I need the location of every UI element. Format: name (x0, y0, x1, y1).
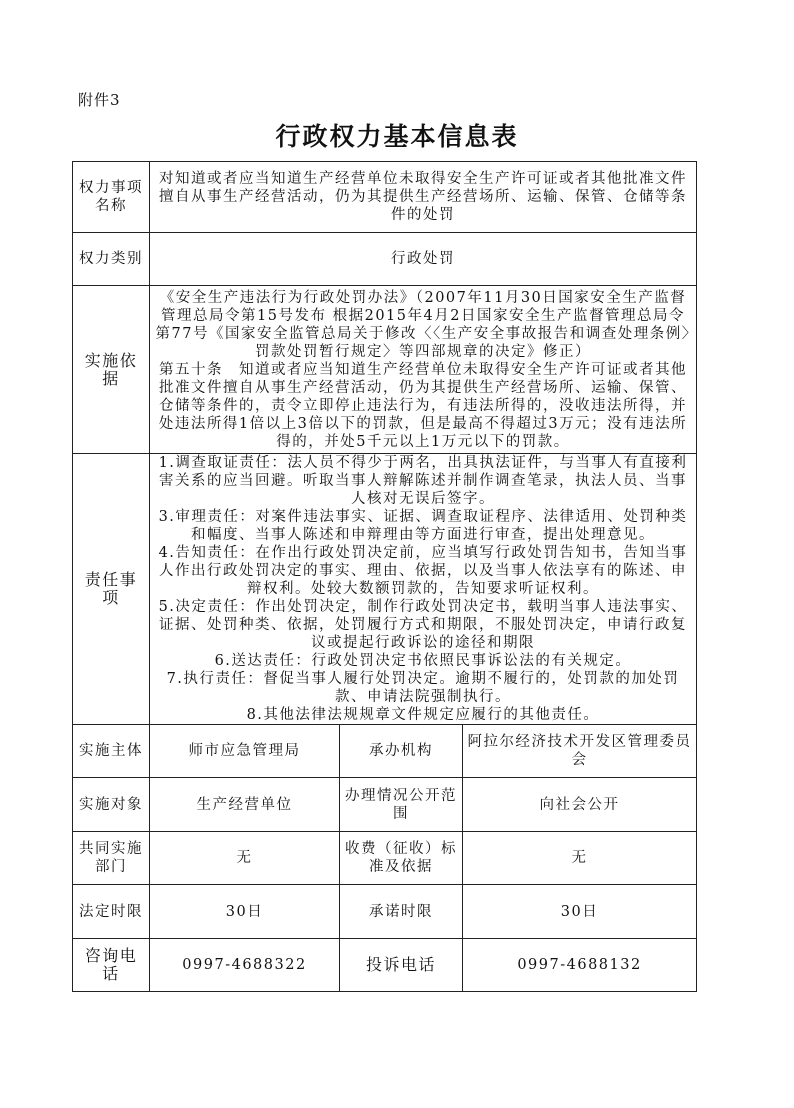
cell-value-target: 生产经营单位 (150, 778, 340, 832)
cell-value-subject: 师市应急管理局 (150, 725, 340, 778)
cell-value-fee: 无 (463, 832, 697, 885)
cell-label-name: 权力事项名称 (73, 162, 150, 233)
cell-value-agency: 阿拉尔经济技术开发区管理委员会 (463, 725, 697, 778)
responsibility-item: 3.审理责任：对案件违法事实、证据、调查取证程序、法律适用、处罚种类和幅度、当事人陈述和申辩理由等方面进行审查，提出处理意见。 (158, 509, 688, 543)
cell-value-joint: 无 (150, 832, 340, 885)
responsibility-item: 5.决定责任：作出处罚决定，制作行政处罚决定书，载明当事人违法事实、证据、处罚种类、依据，处罚履行方式和期限，不服处罚决定，申请行政复议或提起行政诉讼的途径和期限 (158, 599, 688, 651)
cell-label-complaint-phone: 投诉电话 (340, 939, 463, 992)
cell-label-basis: 实施依据 (73, 286, 150, 454)
responsibility-item: 4.告知责任：在作出行政处罚决定前，应当填写行政处罚告知书，告知当事人作出行政处罚决定的事实、理由、依据，以及当事人依法享有的陈述、申辩权利。处较大数额罚款的，告知要求听证权利。 (158, 545, 688, 597)
basis-line-article: 第五十条 知道或者应当知道生产经营单位未取得安全生产许可证或者其他批准文件擅自从事生产经营活动，仍为其提供生产经营场所、运输、保管、仓储等条件的，责令立即停止违法行为，有违法所得的，没收违法所得，并处违法所得1倍以上3倍以下的罚款，但是最高不得超过3万元；没有违法所得的，并处5千元以上1万元以下的罚款。 (158, 361, 688, 450)
table-row-time-limit (73, 885, 697, 939)
cell-label-joint: 共同实施部门 (73, 832, 150, 885)
cell-label-consult-phone: 咨询电话 (73, 939, 150, 992)
cell-value-name: 对知道或者应当知道生产经营单位未取得安全生产许可证或者其他批准文件擅自从事生产经营活动，仍为其提供生产经营场所、运输、保管、仓储等条件的处罚 (150, 162, 697, 233)
table-row-category (73, 233, 697, 286)
cell-value-category: 行政处罚 (150, 233, 697, 286)
cell-label-promised-limit: 承诺时限 (340, 885, 463, 939)
cell-value-consult-phone: 0997-4688322 (150, 939, 340, 992)
cell-label-responsibility: 责任事项 (73, 454, 150, 725)
table-row-phone (73, 939, 697, 992)
page-title: 行政权力基本信息表 (275, 122, 519, 151)
basis-line-regulation: 《安全生产违法行为行政处罚办法》（2007年11月30日国家安全生产监督管理总局令第15号发布 根据2015年4月2日国家安全生产监督管理总局令第77号《国家安全监管总局关于修改〈〈生产安全事故报告和调查处理条例〉罚款处罚暂行规定〉等四部规章的决定》修正） (155, 289, 691, 360)
cell-label-disclosure: 办理情况公开范围 (340, 778, 463, 832)
cell-label-target: 实施对象 (73, 778, 150, 832)
cell-value-basis (150, 286, 697, 454)
responsibility-item: 1.调查取证责任：法人员不得少于两名，出具执法证件，与当事人有直接利害关系的应当回避。听取当事人辩解陈述并制作调查笔录，执法人员、当事人核对无误后签字。 (158, 455, 688, 507)
table-row-basis (73, 286, 697, 454)
responsibility-item: 8.其他法律法规规章文件规定应履行的其他责任。 (246, 707, 600, 723)
cell-label-legal-limit: 法定时限 (73, 885, 150, 939)
table-row-subject (73, 725, 697, 778)
attachment-label: 附件3 (78, 91, 121, 109)
table-row-responsibility (73, 454, 697, 725)
cell-label-fee: 收费（征收）标准及依据 (340, 832, 463, 885)
table-row-name (73, 162, 697, 233)
responsibility-item: 7.执行责任：督促当事人履行处罚决定。逾期不履行的，处罚款的加处罚款、申请法院强制执行。 (166, 671, 680, 705)
cell-value-legal-limit: 30日 (150, 885, 340, 939)
cell-value-disclosure: 向社会公开 (463, 778, 697, 832)
table-row-target (73, 778, 697, 832)
cell-label-category: 权力类别 (73, 233, 150, 286)
cell-label-subject: 实施主体 (73, 725, 150, 778)
cell-value-responsibility (150, 454, 697, 725)
cell-value-complaint-phone: 0997-4688132 (463, 939, 697, 992)
cell-value-promised-limit: 30日 (463, 885, 697, 939)
info-table (72, 161, 697, 992)
table-row-joint (73, 832, 697, 885)
cell-label-agency: 承办机构 (340, 725, 463, 778)
responsibility-item: 6.送达责任：行政处罚决定书依照民事诉讼法的有关规定。 (214, 653, 632, 669)
